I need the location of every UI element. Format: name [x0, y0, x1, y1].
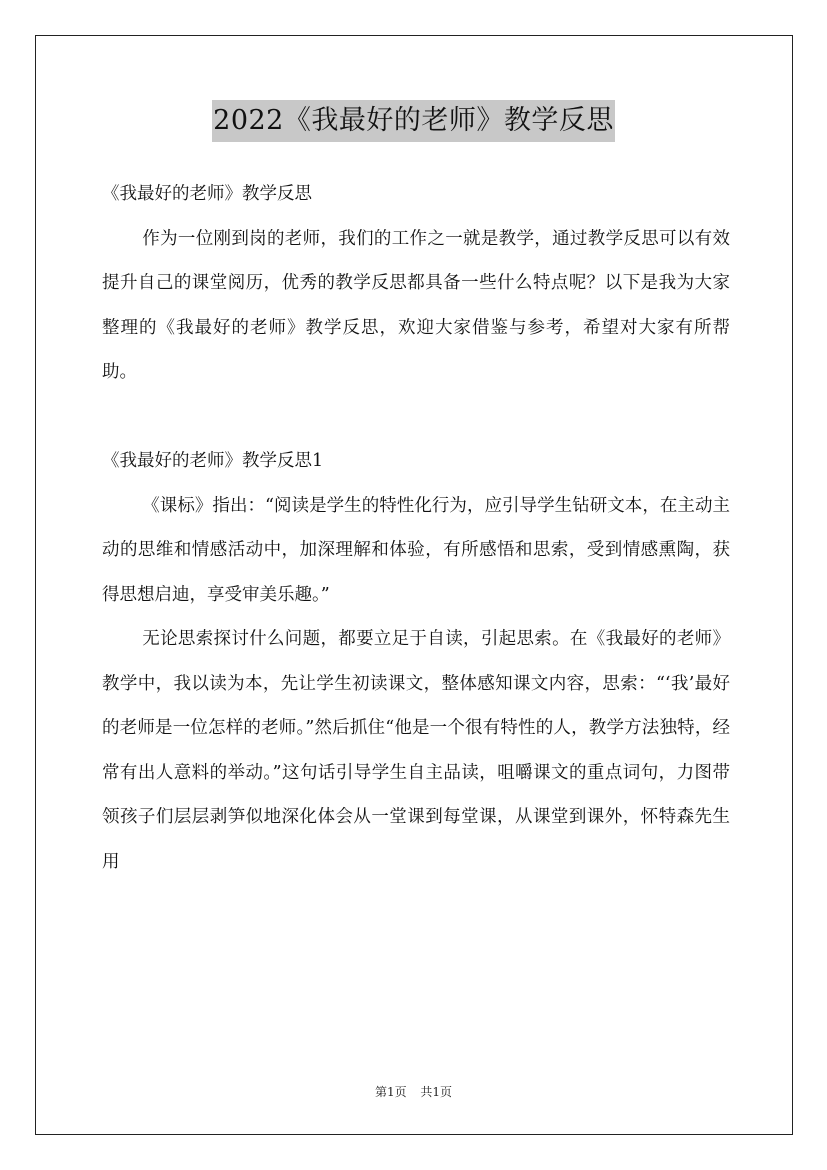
- section1-paragraph-1: 《课标》指出：“阅读是学生的特性化行为，应引导学生钻研文本，在主动主动的思维和情感活动中，加深理解和体验，有所感悟和思索，受到情感熏陶，获得思想启迪，享受审美乐趣。”: [102, 495, 730, 605]
- title-container: [0, 100, 827, 142]
- document-title: 2022《我最好的老师》教学反思: [212, 100, 615, 142]
- page-footer: [0, 1083, 827, 1100]
- document-body: [102, 172, 730, 884]
- paragraph-gap: [102, 395, 730, 440]
- section1-heading: 《我最好的老师》教学反思1: [102, 451, 324, 471]
- page-number: 第1页: [374, 1085, 407, 1099]
- section1-paragraph-2: 无论思索探讨什么问题，都要立足于自读，引起思索。在《我最好的老师》教学中，我以读为本，先让学生初读课文，整体感知课文内容，思索：“‘我’最好的老师是一位怎样的老师。”然后抓住“他是一个很有特性的人，教学方法独特，经常有出人意料的举动。”这句话引导学生自主品读，咀嚼课文的重点词句，力图带领孩子们层层剥笋似地深化体会从一堂课到每堂课，从课堂到课外，怀特森先生用: [102, 629, 730, 872]
- intro-heading: 《我最好的老师》教学反思: [102, 184, 312, 204]
- intro-paragraph: 作为一位刚到岗的老师，我们的工作之一就是教学，通过教学反思可以有效提升自己的课堂阅历，优秀的教学反思都具备一些什么特点呢？以下是我为大家整理的《我最好的老师》教学反思，欢迎大家借鉴与参考，希望对大家有所帮助。: [102, 228, 730, 382]
- page-total: 共1页: [420, 1085, 453, 1099]
